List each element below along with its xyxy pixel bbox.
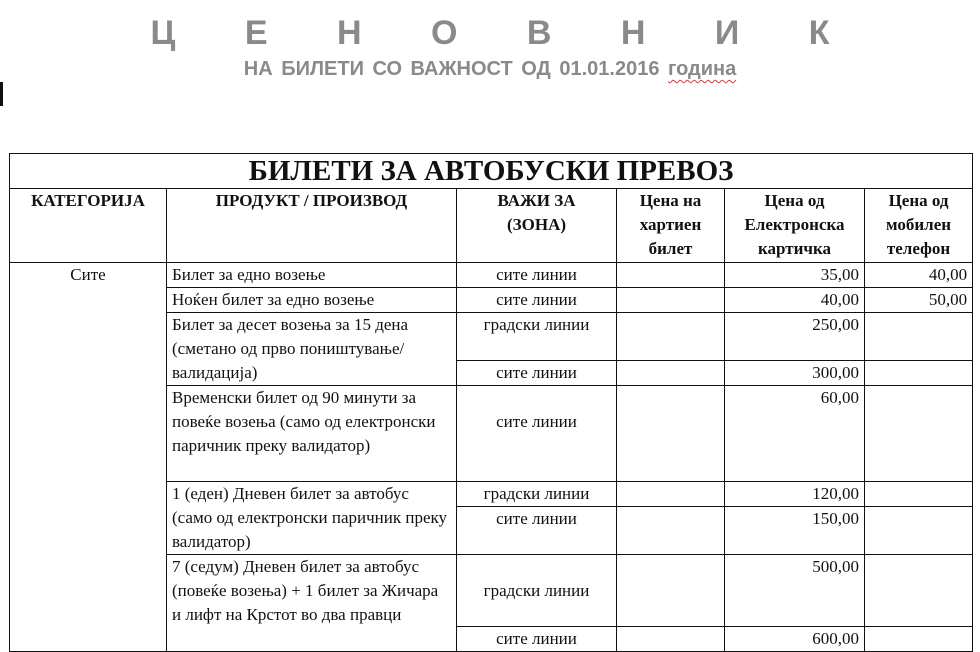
category-cell: Сите <box>10 263 167 652</box>
header-zone: ВАЖИ ЗА (ЗОНА) <box>457 189 617 263</box>
text-cursor <box>0 82 3 106</box>
card-price-cell: 250,00 <box>725 313 865 361</box>
paper-price-cell <box>617 507 725 555</box>
header-card-price: Цена од Електронска картичка <box>725 189 865 263</box>
zone-cell: сите линии <box>457 361 617 386</box>
paper-price-cell <box>617 386 725 482</box>
zone-cell: сите линии <box>457 263 617 288</box>
ticket-price-table <box>9 153 973 652</box>
product-cell: Временски билет од 90 минути за повеќе возења (само од електронски паричник преку валидатор) <box>167 386 457 482</box>
zone-cell: сите линии <box>457 288 617 313</box>
zone-cell: сите линии <box>457 627 617 652</box>
paper-price-cell <box>617 361 725 386</box>
mobile-price-cell <box>865 507 973 555</box>
card-price-cell: 500,00 <box>725 555 865 627</box>
product-cell: 1 (еден) Дневен билет за автобус (само од електронски паричник преку валидатор) <box>167 482 457 555</box>
subtitle-year-word: година <box>668 58 737 80</box>
product-cell: Билет за едно возење <box>167 263 457 288</box>
product-cell: Билет за десет возења за 15 дена (сметано од прво поништување/валидација) <box>167 313 457 386</box>
zone-cell: сите линии <box>457 386 617 482</box>
document-subtitle <box>0 58 980 81</box>
mobile-price-cell <box>865 627 973 652</box>
card-price-cell: 300,00 <box>725 361 865 386</box>
zone-cell: градски линии <box>457 482 617 507</box>
zone-cell: градски линии <box>457 313 617 361</box>
paper-price-cell <box>617 263 725 288</box>
header-category: КАТЕГОРИЈА <box>10 189 167 263</box>
document-title: Ц Е Н О В Н И К <box>150 14 860 52</box>
header-paper-price: Цена на хартиен билет <box>617 189 725 263</box>
product-cell: Ноќен билет за едно возење <box>167 288 457 313</box>
paper-price-cell <box>617 555 725 627</box>
paper-price-cell <box>617 627 725 652</box>
mobile-price-cell <box>865 482 973 507</box>
header-mobile-price: Цена од мобилен телефон <box>865 189 973 263</box>
mobile-price-cell <box>865 313 973 361</box>
product-cell: 7 (седум) Дневен билет за автобус (повеќе возења) + 1 билет за Жичара и лифт на Крстот во два правци <box>167 555 457 652</box>
card-price-cell: 150,00 <box>725 507 865 555</box>
table-title: БИЛЕТИ ЗА АВТОБУСКИ ПРЕВОЗ <box>10 154 973 189</box>
card-price-cell: 600,00 <box>725 627 865 652</box>
table-row <box>10 263 973 288</box>
mobile-price-cell: 50,00 <box>865 288 973 313</box>
paper-price-cell <box>617 313 725 361</box>
card-price-cell: 60,00 <box>725 386 865 482</box>
paper-price-cell <box>617 288 725 313</box>
card-price-cell: 120,00 <box>725 482 865 507</box>
subtitle-text: НА БИЛЕТИ СО ВАЖНОСТ ОД 01.01.2016 <box>243 58 660 80</box>
card-price-cell: 35,00 <box>725 263 865 288</box>
zone-cell: сите линии <box>457 507 617 555</box>
mobile-price-cell <box>865 555 973 627</box>
card-price-cell: 40,00 <box>725 288 865 313</box>
paper-price-cell <box>617 482 725 507</box>
mobile-price-cell <box>865 386 973 482</box>
header-product: ПРОДУКТ / ПРОИЗВОД <box>167 189 457 263</box>
mobile-price-cell <box>865 361 973 386</box>
mobile-price-cell: 40,00 <box>865 263 973 288</box>
zone-cell: градски линии <box>457 555 617 627</box>
